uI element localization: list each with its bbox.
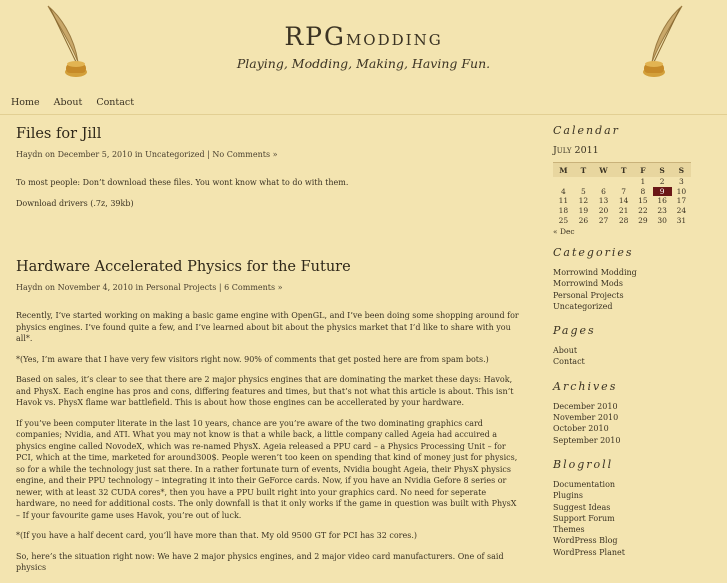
archives-list [553,401,713,446]
post [16,126,521,209]
post-category-link[interactable]: Uncategorized [145,150,205,159]
calendar-day: 12 [578,196,589,206]
post-paragraph: Based on sales, it’s clear to see that there are 2 major physics engines that are dominating the market these days: Havok, and PhysX. Each engine has pros and cons, differing features and times, but that’s not what this article is about. This isn’t Havok vs. PhysX flame war battlefield. This is about how those engines can be accellerated by your hardware. [16,375,514,407]
post-title[interactable]: Files for Jill [16,126,102,142]
post-title[interactable]: Hardware Accelerated Physics for the Future [16,259,351,275]
post-paragraph: *(Yes, I’m aware that I have very few visitors right now. 90% of comments that get posted here are from spam bots.) [16,354,489,364]
calendar-day: 11 [558,196,569,206]
calendar-heading: Calendar [553,124,620,137]
pages-list [553,345,713,368]
download-drivers-link[interactable]: Download drivers (.7z, 39kb) [16,198,134,208]
calendar-weekday: S [672,163,691,177]
calendar-week [553,177,691,187]
blogroll-link[interactable]: WordPress Blog [553,536,618,546]
pages-heading: Pages [553,324,596,338]
calendar-day: 21 [618,206,629,216]
post-meta: Haydn on December 5, 2010 in Uncategorized | No Comments » [16,150,278,159]
post-meta: Haydn on November 4, 2010 in Personal Projects | 6 Comments » [16,283,283,292]
post-paragraph: Recently, I’ve started working on making a basic game engine with OpenGL, and I’ve been doing some shopping around for physics engines. I’ve found quite a few, and I’ve learned about bit about the physics market that I’d like to share with you all*. [16,311,519,343]
categories-list [553,267,713,312]
calendar-day: 3 [678,177,684,187]
calendar-day: 20 [598,206,609,216]
post-comments-link[interactable]: 6 Comments » [224,283,283,292]
calendar-day [614,177,633,187]
archive-link[interactable]: September 2010 [553,435,621,445]
calendar-day: 15 [638,196,648,206]
calendar-day [553,177,574,187]
calendar-day: 28 [618,215,629,225]
calendar-table [553,163,691,225]
calendar-day: 13 [598,196,609,206]
archives-heading: Archives [553,379,618,393]
calendar-prev-link[interactable]: « Dec [553,226,575,236]
blogroll-link[interactable]: Themes [553,525,585,535]
calendar-day: 10 [676,186,687,196]
calendar-day: 23 [657,206,667,216]
calendar-day: 31 [676,215,687,225]
top-nav [11,97,145,108]
page-link[interactable]: About [553,346,578,356]
calendar-week [553,206,691,216]
calendar-day: 26 [578,215,589,225]
calendar-day: 25 [558,215,569,225]
calendar-day: 29 [638,215,648,225]
calendar-day: 5 [580,186,586,196]
site-title[interactable] [0,22,727,51]
header-divider [0,114,727,115]
nav-contact[interactable]: Contact [96,97,135,108]
blogroll-heading: Blogroll [553,457,614,471]
calendar-day: 16 [657,196,667,206]
post-paragraph: To most people: Don’t download these files. You wont know what to do with them. [16,178,349,187]
post-paragraph: *(If you have a half decent card, you’ll have more than that. My old 9500 GT for PCI has 32 cores.) [16,531,418,540]
post-comments-link[interactable]: No Comments » [212,150,278,159]
nav-about[interactable]: About [53,97,83,108]
calendar-weekday: T [614,163,633,177]
archive-link[interactable]: October 2010 [553,424,609,434]
blogroll-link[interactable]: WordPress Planet [553,547,625,557]
calendar-month: July 2011 [553,145,599,156]
calendar-day: 6 [601,186,606,196]
calendar-day: 1 [640,177,646,187]
post-category-link[interactable]: Personal Projects [145,283,217,292]
calendar-day: 14 [618,196,629,206]
calendar-day [593,177,614,187]
calendar-day: 4 [560,186,566,196]
calendar-day: 8 [640,186,646,196]
archive-link[interactable]: November 2010 [553,413,619,423]
archive-link[interactable]: December 2010 [553,401,618,411]
calendar-day: 7 [621,186,627,196]
calendar-weekday: W [593,163,614,177]
nav-home[interactable]: Home [11,97,40,108]
category-link[interactable]: Personal Projects [553,290,624,300]
calendar-day: 22 [638,206,648,216]
calendar [553,162,691,225]
calendar-day: 24 [676,206,687,216]
category-link[interactable]: Uncategorized [553,301,613,311]
calendar-day: 19 [578,206,589,216]
categories-heading: Categories [553,245,634,259]
post-paragraph: If you’ve been computer literate in the last 10 years, chance are you’re aware of the two dominating graphics card companies; Nvidia, and ATI. What you may not know is that a while back, a little company called Ageia had accuired a physics engine called NovodeX, which was re-named PhysX. Ageia released a PPU card – a Physics Processing Unit – for PCI, which at the time, marketed for around300$. People weren’t too keen on spending that kind of money just for physics, so for a while the technology just sat there. In a rather fortunate turn of events, Nvidia bought Ageia, their PhysX physics engine, and their PPU technology – integrating it into their GeForce cards. Now, if you have an Nvidia Gefore 8 series or newer, with at least 32 CUDA cores*, then you have a PPU built right into your graphics card. No need for seperate hardware, no need for additional costs. The only downfall is that it only works if the game in question was built with PhysX – If your favourite game uses Havok, you’re out of luck. [16,418,518,520]
page-link[interactable]: Contact [553,357,585,367]
post [16,259,521,574]
calendar-weekday: T [574,163,593,177]
blogroll-list [553,479,713,558]
category-link[interactable]: Morrowind Modding [553,267,637,277]
blogroll-link[interactable]: Documentation [553,479,616,489]
calendar-week [553,215,691,225]
site-title-rest: modding [345,26,443,51]
blogroll-link[interactable]: Plugins [553,491,584,501]
calendar-week [553,196,691,206]
calendar-week [553,187,691,197]
calendar-day: 18 [558,206,569,216]
site-tagline: Playing, Modding, Making, Having Fun. [236,56,491,71]
calendar-weekday: S [653,163,672,177]
site-title-first: RPG [284,22,346,51]
blogroll-link[interactable]: Support Forum [553,513,615,523]
category-link[interactable]: Morrowind Mods [553,279,623,289]
blogroll-link[interactable]: Suggest Ideas [553,502,611,512]
calendar-day: 9 [653,187,672,197]
calendar-day [574,177,593,187]
calendar-day: 17 [676,196,687,206]
sidebar [553,118,713,570]
calendar-weekday: M [553,163,574,177]
calendar-day: 27 [598,215,609,225]
calendar-day: 2 [659,177,665,187]
main-content [16,118,521,583]
post-paragraph: So, here’s the situation right now: We have 2 major physics engines, and 2 major video card manufacturers. One of said physics [16,551,504,572]
calendar-weekday: F [633,163,652,177]
calendar-day: 30 [657,215,667,225]
